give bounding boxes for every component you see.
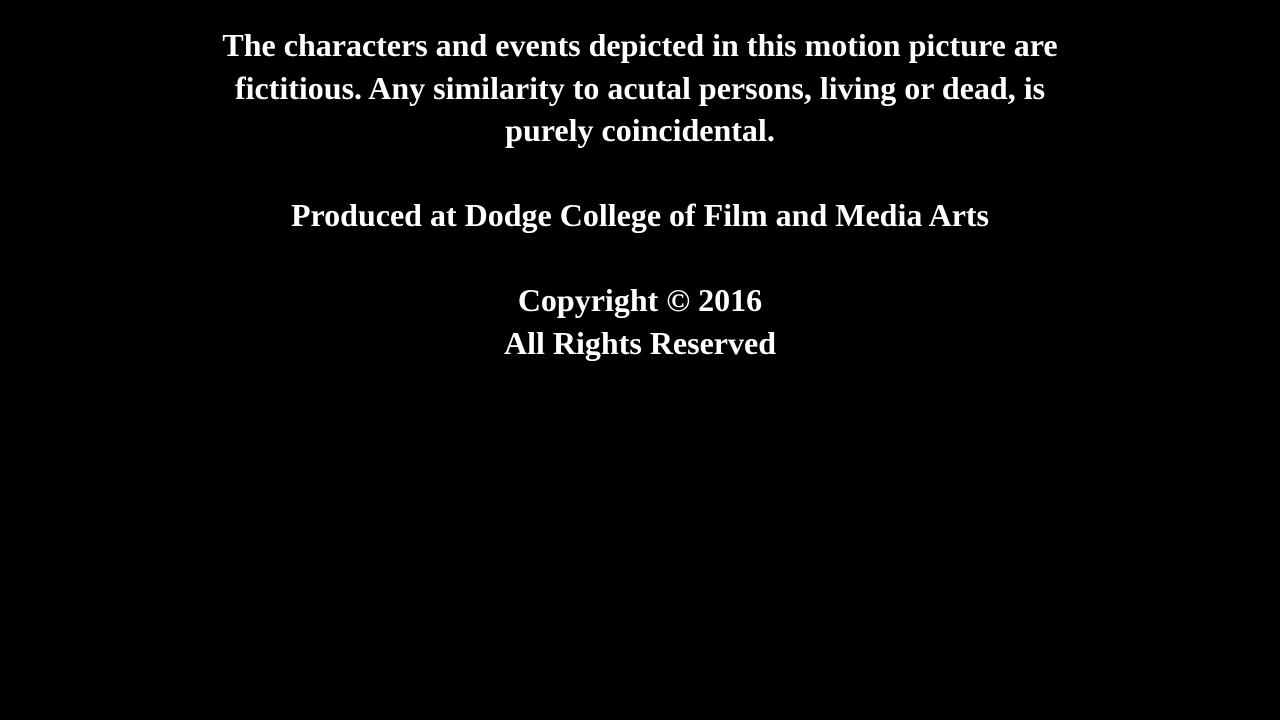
production-credit-text: Produced at Dodge College of Film and Media Arts	[290, 197, 989, 233]
disclaimer-line: The characters and events depicted in this motion picture are	[222, 27, 1058, 63]
disclaimer-line: fictitious. Any similarity to acutal persons, living or dead, is	[234, 69, 1046, 106]
production-credit	[0, 194, 1280, 237]
copyright-notice: Copyright © 2016	[517, 282, 763, 318]
disclaimer-line: purely coincidental.	[505, 112, 775, 148]
fiction-disclaimer	[0, 24, 1280, 152]
rights-reserved: All Rights Reserved	[504, 324, 776, 361]
copyright-block	[0, 279, 1280, 364]
